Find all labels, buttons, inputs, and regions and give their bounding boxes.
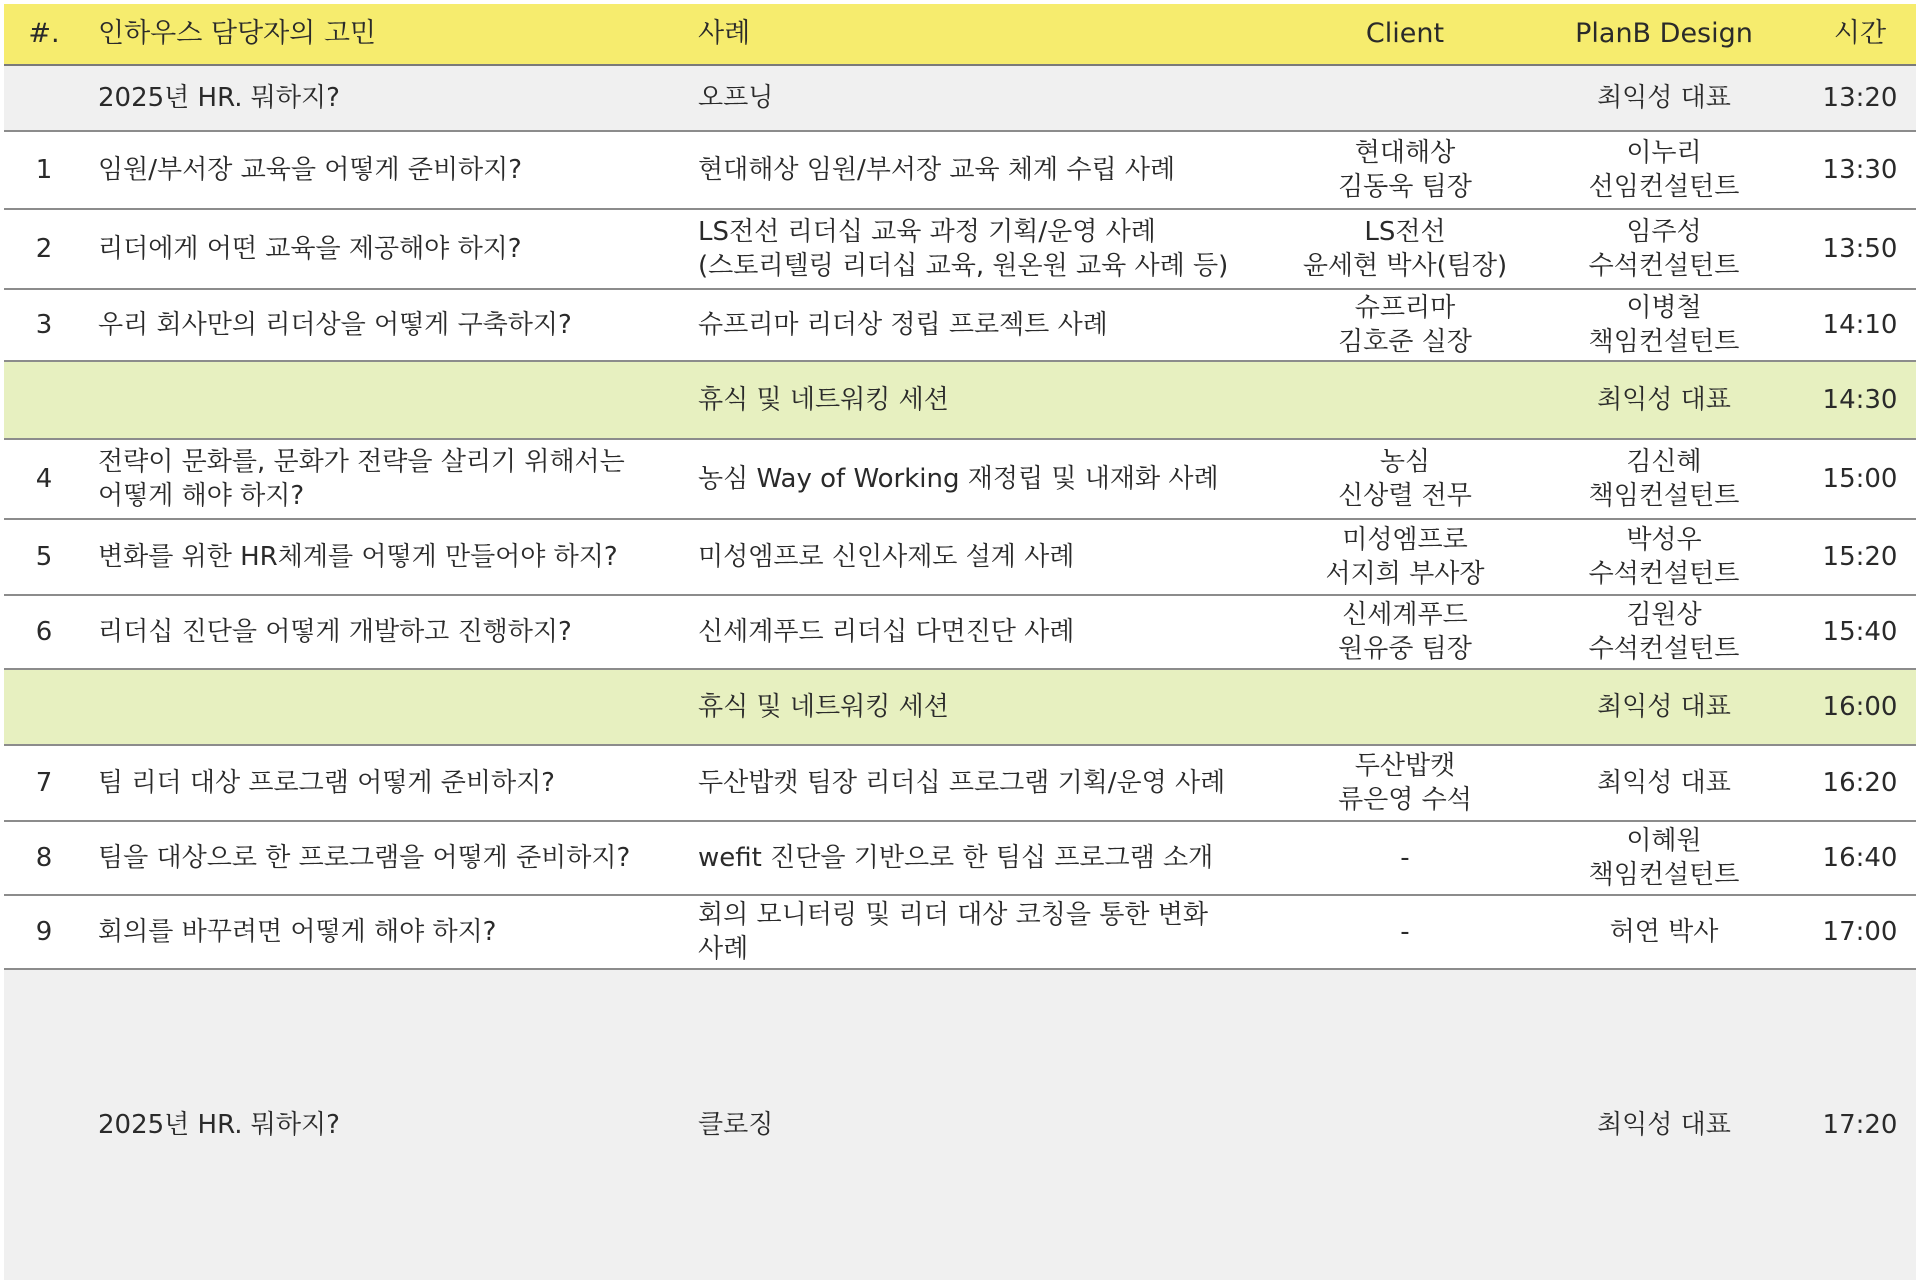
client-cell <box>1290 596 1520 668</box>
time-cell: 13:50 <box>1822 234 1898 264</box>
case-cell <box>698 210 1288 288</box>
case-cell-line: 오프닝 <box>698 83 774 113</box>
case-cell-line: 신세계푸드 리더십 다면진단 사례 <box>698 617 1075 647</box>
session-number <box>4 362 84 438</box>
case-cell <box>698 290 1288 360</box>
client-cell-line: 슈프리마 <box>1354 293 1456 323</box>
question-cell <box>98 520 688 594</box>
question-cell <box>98 290 688 360</box>
time-cell: 16:40 <box>1822 843 1898 873</box>
question-cell <box>98 822 688 894</box>
client-cell <box>1290 132 1520 208</box>
session-number: 7 <box>35 768 53 798</box>
session-number: 3 <box>35 310 53 340</box>
session-row <box>4 822 1916 896</box>
question-cell-line: 변화를 위한 HR체계를 어떻게 만들어야 하지? <box>98 542 618 572</box>
session-number: 8 <box>35 843 53 873</box>
header-number: #. <box>28 18 60 49</box>
time-cell: 13:20 <box>1822 83 1898 113</box>
planb-speaker-cell-line: 책임컨설턴트 <box>1588 327 1740 357</box>
planb-speaker-cell <box>1529 746 1799 820</box>
case-cell-line: 클로징 <box>698 1110 774 1140</box>
client-cell-line: 신세계푸드 <box>1342 600 1468 630</box>
planb-speaker-cell-line: 이혜원 <box>1626 826 1702 856</box>
question-cell-line: 2025년 HR. 뭐하지? <box>98 1110 340 1140</box>
client-cell <box>1290 896 1520 968</box>
client-cell-line: 농심 <box>1379 447 1431 477</box>
case-cell <box>698 896 1288 968</box>
planb-speaker-cell <box>1529 896 1799 968</box>
question-cell <box>98 362 688 438</box>
time-cell: 14:10 <box>1822 310 1898 340</box>
question-cell-line: 임원/부서장 교육을 어떻게 준비하지? <box>98 155 523 185</box>
question-cell <box>98 440 688 518</box>
client-cell <box>1290 362 1520 438</box>
client-cell-line: 원유중 팀장 <box>1338 634 1472 664</box>
client-cell-line: 두산밥캣 <box>1354 751 1456 781</box>
client-cell <box>1290 520 1520 594</box>
client-cell-line: - <box>1400 843 1410 873</box>
time-cell: 13:30 <box>1822 155 1898 185</box>
planb-speaker-cell-line: 최익성 대표 <box>1597 768 1731 798</box>
planb-speaker-cell-line: 선임컨설턴트 <box>1588 172 1740 202</box>
question-cell <box>98 896 688 968</box>
case-cell-line: 현대해상 임원/부서장 교육 체계 수립 사례 <box>698 155 1176 185</box>
question-cell-line: 리더십 진단을 어떻게 개발하고 진행하지? <box>98 617 572 647</box>
question-cell-line: 회의를 바꾸려면 어떻게 해야 하지? <box>98 917 497 947</box>
break-row <box>4 670 1916 746</box>
session-number: 1 <box>35 155 53 185</box>
planb-speaker-cell-line: 최익성 대표 <box>1597 692 1731 722</box>
client-cell <box>1290 440 1520 518</box>
case-cell <box>698 596 1288 668</box>
planb-speaker-cell-line: 김신혜 <box>1626 447 1702 477</box>
break-row <box>4 362 1916 440</box>
client-cell-line: 미성엠프로 <box>1342 525 1468 555</box>
header-client: Client <box>1365 18 1445 49</box>
planb-speaker-cell-line: 임주성 <box>1626 217 1702 247</box>
case-cell <box>698 746 1288 820</box>
session-row <box>4 746 1916 822</box>
case-cell <box>698 66 1288 130</box>
case-cell-line: LS전선 리더십 교육 과정 기획/운영 사례 <box>698 217 1156 247</box>
session-number: 9 <box>35 917 53 947</box>
client-cell-line: 김동욱 팀장 <box>1338 172 1472 202</box>
question-cell <box>98 210 688 288</box>
case-cell-line: 휴식 및 네트워킹 세션 <box>698 692 949 722</box>
case-cell-line: 농심 Way of Working 재정립 및 내재화 사례 <box>698 464 1219 494</box>
session-row <box>4 596 1916 670</box>
client-cell-line: 현대해상 <box>1354 138 1456 168</box>
question-cell-line: 우리 회사만의 리더상을 어떻게 구축하지? <box>98 310 572 340</box>
session-row <box>4 440 1916 520</box>
planb-speaker-cell <box>1529 440 1799 518</box>
planb-speaker-cell-line: 최익성 대표 <box>1597 1110 1731 1140</box>
planb-speaker-cell-line: 수석컨설턴트 <box>1588 251 1740 281</box>
session-schedule-table <box>4 4 1916 1280</box>
planb-speaker-cell <box>1529 210 1799 288</box>
header-time: 시간 <box>1833 18 1887 49</box>
client-cell-line: 서지희 부사장 <box>1325 559 1485 589</box>
planb-speaker-cell-line: 책임컨설턴트 <box>1588 860 1740 890</box>
session-number <box>4 670 84 744</box>
question-cell <box>98 970 688 1280</box>
special-row <box>4 66 1916 132</box>
planb-speaker-cell <box>1529 132 1799 208</box>
client-cell-line: 윤세현 박사(팀장) <box>1302 251 1508 281</box>
time-cell: 16:00 <box>1822 692 1898 722</box>
case-cell <box>698 362 1288 438</box>
planb-speaker-cell <box>1529 822 1799 894</box>
question-cell-line: 팀 리더 대상 프로그램 어떻게 준비하지? <box>98 768 555 798</box>
planb-speaker-cell <box>1529 290 1799 360</box>
session-row <box>4 132 1916 210</box>
planb-speaker-cell-line: 최익성 대표 <box>1597 385 1731 415</box>
session-row <box>4 210 1916 290</box>
session-number: 4 <box>35 464 53 494</box>
planb-speaker-cell-line: 최익성 대표 <box>1597 83 1731 113</box>
time-cell: 14:30 <box>1822 385 1898 415</box>
question-cell <box>98 66 688 130</box>
question-cell <box>98 670 688 744</box>
session-number: 6 <box>35 617 53 647</box>
case-cell-line: 휴식 및 네트워킹 세션 <box>698 385 949 415</box>
special-row <box>4 970 1916 1280</box>
planb-speaker-cell <box>1529 670 1799 744</box>
question-cell-line: 2025년 HR. 뭐하지? <box>98 83 340 113</box>
session-row <box>4 520 1916 596</box>
planb-speaker-cell-line: 김원상 <box>1626 600 1702 630</box>
case-cell <box>698 822 1288 894</box>
case-cell <box>698 132 1288 208</box>
client-cell <box>1290 970 1520 1280</box>
case-cell <box>698 440 1288 518</box>
question-cell-line: 팀을 대상으로 한 프로그램을 어떻게 준비하지? <box>98 843 631 873</box>
session-number: 2 <box>35 234 53 264</box>
header-planb: PlanB Design <box>1575 18 1753 49</box>
case-cell-line: 사례 <box>698 934 749 964</box>
case-cell-line: 슈프리마 리더상 정립 프로젝트 사례 <box>698 310 1108 340</box>
planb-speaker-cell-line: 이누리 <box>1626 138 1702 168</box>
question-cell-line: 어떻게 해야 하지? <box>98 481 305 511</box>
planb-speaker-cell-line: 수석컨설턴트 <box>1588 634 1740 664</box>
planb-speaker-cell-line: 수석컨설턴트 <box>1588 559 1740 589</box>
client-cell <box>1290 746 1520 820</box>
client-cell <box>1290 670 1520 744</box>
case-cell <box>698 670 1288 744</box>
question-cell <box>98 132 688 208</box>
case-cell <box>698 970 1288 1280</box>
client-cell-line: 류은영 수석 <box>1338 785 1472 815</box>
planb-speaker-cell <box>1529 970 1799 1280</box>
header-question: 인하우스 담당자의 고민 <box>98 18 376 49</box>
time-cell: 16:20 <box>1822 768 1898 798</box>
question-cell <box>98 596 688 668</box>
client-cell <box>1290 210 1520 288</box>
table-header <box>4 4 1916 66</box>
planb-speaker-cell-line: 책임컨설턴트 <box>1588 481 1740 511</box>
session-row <box>4 896 1916 970</box>
case-cell-line: (스토리텔링 리더십 교육, 원온원 교육 사례 등) <box>698 251 1229 281</box>
planb-speaker-cell <box>1529 596 1799 668</box>
time-cell: 17:20 <box>1822 1110 1898 1140</box>
session-number <box>4 970 84 1280</box>
planb-speaker-cell-line: 허연 박사 <box>1609 917 1719 947</box>
planb-speaker-cell <box>1529 520 1799 594</box>
session-number: 5 <box>35 542 53 572</box>
planb-speaker-cell-line: 이병철 <box>1626 293 1702 323</box>
case-cell <box>698 520 1288 594</box>
question-cell-line: 리더에게 어떤 교육을 제공해야 하지? <box>98 234 522 264</box>
time-cell: 15:20 <box>1822 542 1898 572</box>
client-cell <box>1290 66 1520 130</box>
session-number <box>4 66 84 130</box>
client-cell-line: - <box>1400 917 1410 947</box>
question-cell <box>98 746 688 820</box>
time-cell: 17:00 <box>1822 917 1898 947</box>
case-cell-line: 미성엠프로 신인사제도 설계 사례 <box>698 542 1075 572</box>
session-row <box>4 290 1916 362</box>
case-cell-line: 회의 모니터링 및 리더 대상 코칭을 통한 변화 <box>698 900 1208 930</box>
client-cell <box>1290 822 1520 894</box>
client-cell-line: 신상렬 전무 <box>1338 481 1472 511</box>
case-cell-line: 두산밥캣 팀장 리더십 프로그램 기획/운영 사례 <box>698 768 1226 798</box>
header-case: 사례 <box>698 18 751 49</box>
planb-speaker-cell-line: 박성우 <box>1626 525 1702 555</box>
planb-speaker-cell <box>1529 362 1799 438</box>
client-cell-line: LS전선 <box>1364 217 1446 247</box>
time-cell: 15:40 <box>1822 617 1898 647</box>
client-cell <box>1290 290 1520 360</box>
case-cell-line: wefit 진단을 기반으로 한 팀십 프로그램 소개 <box>698 843 1214 873</box>
time-cell: 15:00 <box>1822 464 1898 494</box>
question-cell-line: 전략이 문화를, 문화가 전략을 살리기 위해서는 <box>98 447 625 477</box>
planb-speaker-cell <box>1529 66 1799 130</box>
client-cell-line: 김호준 실장 <box>1338 327 1472 357</box>
